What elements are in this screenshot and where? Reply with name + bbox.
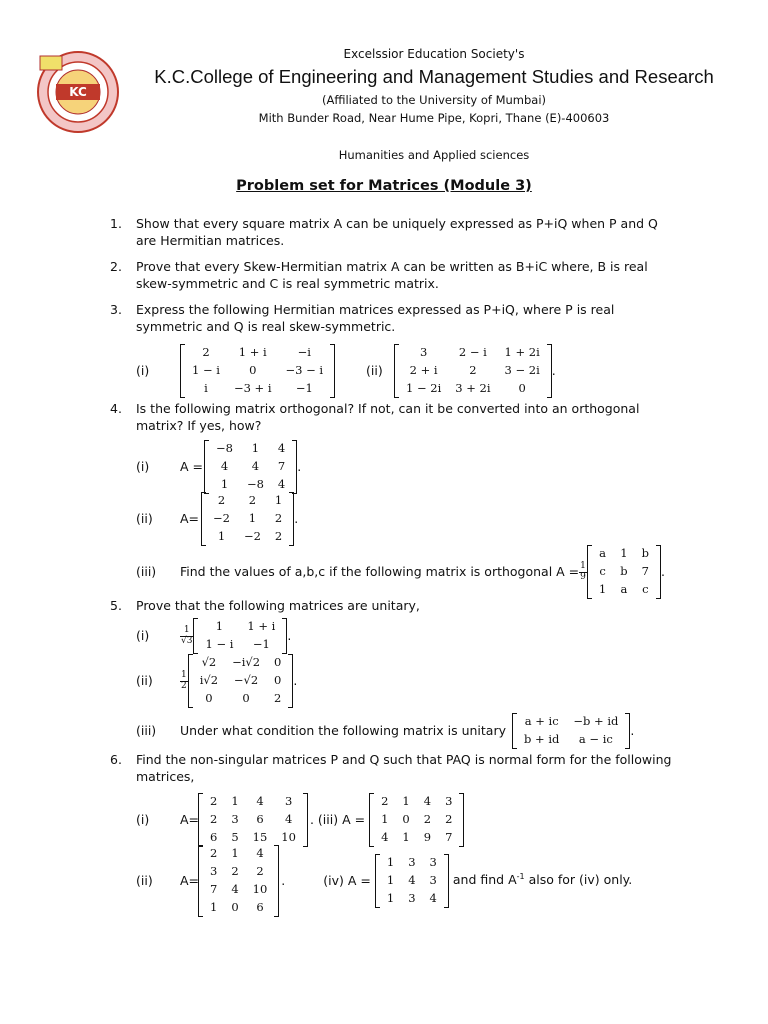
q5-part-i: (i) $\frac{1}{√3}$ 1 1 + i 1 − i −1 . (136, 618, 291, 654)
matrix-cell: 3 (429, 873, 437, 888)
matrix-cell: 1 (386, 873, 395, 888)
matrix-cell: 3 + 2i (455, 381, 491, 396)
matrix-cell: 3 − 2i (504, 363, 540, 378)
matrix-cell: 1 (620, 546, 628, 561)
matrix-row (399, 362, 547, 380)
matrix-row (517, 731, 625, 749)
q5-part-iii: (iii) Under what condition the following matrix is unitary a + ic −b + id b + id a − ic . (136, 713, 634, 749)
matrix-cell: 1 (220, 477, 229, 492)
fraction-one-half: $\frac{1}{2}$ (181, 669, 187, 691)
q4-part-ii: (ii) A= 2 2 1 −2 1 2 1 −2 2 . (136, 492, 298, 546)
matrix-cell: 9 (423, 830, 432, 845)
matrix-cell: 3 (284, 794, 293, 809)
society-name: Excelssior Education Society's (343, 47, 525, 61)
matrix-cell: 1 − i (205, 637, 234, 652)
matrix-row (203, 845, 274, 863)
matrix-cell: 6 (256, 812, 264, 827)
matrix-cell: 1 (217, 529, 226, 544)
matrix-cell: 2 − i (458, 345, 487, 360)
matrix-cell: 2 (202, 345, 210, 360)
q6-part-ii: (ii) A= 2 1 4 3 2 2 7 4 10 1 0 6 . (iv) A = 1 3 3 1 4 3 1 3 4 and find $A^{-1}$ also for (iv) only. (136, 845, 632, 917)
matrix-cell: b (620, 564, 628, 579)
matrix-row (198, 618, 282, 636)
department: Humanities and Applied sciences (338, 148, 530, 163)
matrix-cell: 4 (381, 830, 389, 845)
q3-part-i: (i) 2 1 + i −i 1 − i 0 −3 − i i −3 + i −1 (136, 344, 335, 398)
matrix-cell: 0 (205, 691, 213, 706)
logo-text: KC (69, 85, 87, 99)
matrix-cell: 2 (210, 794, 218, 809)
matrix-cell: −2 (213, 511, 230, 526)
matrix-cell: 0 (274, 673, 282, 688)
matrix-cell: 2 + i (409, 363, 438, 378)
matrix-cell: 6 (256, 900, 264, 915)
matrix-row (193, 690, 289, 708)
matrix-cell: 1 + i (247, 619, 276, 634)
matrix-cell: 4 (277, 441, 286, 456)
matrix-cell: 4 (408, 873, 416, 888)
matrix-row (399, 380, 547, 398)
matrix-row (206, 528, 289, 546)
matrix-cell: −i (297, 345, 311, 360)
matrix-cell: √2 (201, 655, 217, 670)
college-name: K.C.College of Engineering and Management Studies and Research (154, 66, 714, 88)
matrix-cell: 5 (231, 830, 239, 845)
matrix-cell: 7 (210, 882, 218, 897)
matrix-cell: 10 (252, 882, 268, 897)
matrix-cell: 1 (386, 891, 395, 906)
matrix-row (380, 890, 444, 908)
matrix-cell: 3 (445, 794, 453, 809)
matrix-cell: 3 (408, 855, 416, 870)
matrix-cell: b + id (524, 732, 560, 747)
matrix-cell: −8 (216, 441, 233, 456)
matrix-row (209, 440, 292, 458)
matrix-cell: 2 (274, 691, 282, 706)
matrix-row (193, 672, 289, 690)
matrix-row (380, 854, 444, 872)
matrix-row (374, 793, 459, 811)
matrix-q4-2 (201, 492, 294, 546)
matrix-cell: 4 (423, 794, 432, 809)
q4-part-i: (i) A = −8 1 4 4 4 7 1 −8 4 . (136, 440, 301, 494)
matrix-cell: 2 (274, 529, 283, 544)
address: Mith Bunder Road, Near Hume Pipe, Kopri, Thane (E)-400603 (258, 110, 610, 125)
matrix-row (206, 510, 289, 528)
q4-part-iii: (iii) Find the values of a,b,c if the following matrix is orthogonal A = $\frac{1}{9}$ a 1 b c b 7 1 a c . (136, 545, 665, 599)
matrix-cell: 1 + 2i (504, 345, 540, 360)
matrix-cell: 0 (402, 812, 410, 827)
matrix-q5-2 (188, 654, 294, 708)
matrix-cell: 1 (402, 830, 410, 845)
matrix-row (198, 636, 282, 654)
question-6: 6. Find the non-singular matrices P and Q such that PAQ is normal form for the following matrices, (110, 752, 672, 784)
matrix-row (209, 458, 292, 476)
matrix-row (374, 811, 459, 829)
question-4: 4. Is the following matrix orthogonal? If not, can it be converted into an orthogonal matrix? If yes, how? (110, 401, 640, 433)
matrix-cell: −3 + i (233, 381, 272, 396)
matrix-cell: 2 (248, 493, 257, 508)
matrix-cell: 4 (231, 882, 239, 897)
matrix-cell: c (642, 582, 649, 597)
matrix-cell: i√2 (199, 673, 219, 688)
matrix-cell: 1 (210, 900, 218, 915)
matrix-row (203, 881, 274, 899)
matrix-cell: 1 (248, 511, 257, 526)
question-5: 5. Prove that the following matrices are unitary, (110, 598, 420, 613)
matrix-cell: 1 (231, 846, 239, 861)
matrix-cell: 0 (242, 691, 250, 706)
matrix-cell: a (599, 546, 606, 561)
question-2: 2. Prove that every Skew-Hermitian matrix A can be written as B+iC where, B is real skew-symmetric and C is real symmetric matrix. (110, 259, 648, 291)
matrix-row (592, 581, 656, 599)
matrix-cell: 0 (231, 900, 239, 915)
question-3: 3. Express the following Hermitian matrices expressed as P+iQ, where P is real symmetric and Q is real skew-symmetric. (110, 302, 615, 334)
matrix-cell: −b + id (573, 714, 619, 729)
fraction-one-over-root3: $\frac{1}{√3}$ (181, 624, 193, 646)
matrix-cell: 4 (284, 812, 293, 827)
matrix-row (203, 793, 303, 811)
matrix-cell: a (620, 582, 628, 597)
matrix-q3-1 (180, 344, 335, 398)
matrix-cell: 1 (381, 812, 389, 827)
matrix-cell: 2 (445, 812, 453, 827)
matrix-cell: 0 (274, 655, 282, 670)
matrix-cell: 1 (274, 493, 283, 508)
matrix-cell: 2 (210, 846, 218, 861)
matrix-cell: 1 (402, 794, 410, 809)
matrix-cell: 3 (408, 891, 416, 906)
matrix-cell: 2 (210, 812, 218, 827)
matrix-q4-3 (587, 545, 661, 599)
matrix-cell: 4 (277, 477, 286, 492)
matrix-row (206, 492, 289, 510)
matrix-cell: 7 (445, 830, 453, 845)
affiliation: (Affiliated to the University of Mumbai) (321, 93, 547, 108)
matrix-cell: 7 (641, 564, 649, 579)
matrix-cell: 1 (215, 619, 224, 634)
matrix-cell: −8 (246, 477, 264, 492)
matrix-cell: 2 (423, 812, 432, 827)
matrix-cell: i (204, 381, 208, 396)
matrix-cell: −1 (295, 381, 313, 396)
matrix-cell: −i√2 (232, 655, 261, 670)
matrix-cell: 1 + i (238, 345, 267, 360)
question-1: 1. Show that every square matrix A can be uniquely expressed as P+iQ when P and Q are Hermitian matrices. (110, 216, 658, 248)
q5-part-ii: (ii) $\frac{1}{2}$ √2 −i√2 0 i√2 −√2 0 0 0 2 . (136, 654, 297, 708)
matrix-cell: 4 (256, 846, 264, 861)
matrix-cell: 4 (220, 459, 229, 474)
matrix-q3-2 (394, 344, 552, 398)
matrix-cell: c (599, 564, 606, 579)
matrix-cell: 0 (249, 363, 257, 378)
matrix-row (517, 713, 625, 731)
matrix-cell: a + ic (524, 714, 559, 729)
matrix-cell: 1 (231, 794, 239, 809)
document-header (120, 46, 748, 164)
matrix-cell: 10 (281, 830, 296, 845)
matrix-cell: 2 (231, 864, 239, 879)
matrix-row (380, 872, 444, 890)
matrix-cell: 2 (469, 363, 477, 378)
matrix-cell: 4 (256, 794, 264, 809)
matrix-cell: 2 (274, 511, 283, 526)
matrix-q6-4 (375, 854, 449, 908)
matrix-row (185, 380, 330, 398)
matrix-cell: 1 (386, 855, 395, 870)
matrix-cell: 0 (518, 381, 526, 396)
matrix-cell: −3 − i (285, 363, 324, 378)
matrix-cell: 15 (252, 830, 268, 845)
matrix-cell: −1 (252, 637, 270, 652)
matrix-q4-1 (204, 440, 297, 494)
matrix-row (203, 863, 274, 881)
matrix-cell: 3 (210, 864, 218, 879)
matrix-cell: −√2 (233, 673, 259, 688)
matrix-cell: 6 (210, 830, 218, 845)
matrix-cell: 1 − 2i (406, 381, 442, 396)
matrix-q5-1 (193, 618, 287, 654)
matrix-cell: 2 (256, 864, 264, 879)
matrix-row (592, 545, 656, 563)
matrix-cell: 3 (419, 345, 428, 360)
matrix-cell: 1 (598, 582, 607, 597)
matrix-cell: 7 (277, 459, 286, 474)
matrix-row (193, 654, 289, 672)
matrix-q6-2 (198, 845, 279, 917)
matrix-cell: −2 (243, 529, 261, 544)
matrix-cell: 1 − i (192, 363, 220, 378)
matrix-q5-3 (512, 713, 630, 749)
matrix-cell: 4 (429, 891, 437, 906)
matrix-cell: 1 (251, 441, 260, 456)
matrix-q6-1 (198, 793, 308, 847)
matrix-cell: a − ic (578, 732, 613, 747)
matrix-cell: 3 (231, 812, 239, 827)
q3-part-ii: (ii) 3 2 − i 1 + 2i 2 + i 2 3 − 2i 1 − 2i 3 + 2i 0 . (366, 344, 556, 398)
matrix-cell: 2 (381, 794, 389, 809)
college-logo (36, 50, 120, 134)
matrix-row (185, 362, 330, 380)
matrix-cell: 3 (429, 855, 437, 870)
matrix-row (592, 563, 656, 581)
fraction-one-ninth: $\frac{1}{9}$ (580, 560, 586, 582)
problem-set-title: Problem set for Matrices (Module 3) (236, 178, 532, 194)
matrix-cell: 4 (251, 459, 260, 474)
matrix-cell: 2 (217, 493, 226, 508)
matrix-row (203, 811, 303, 829)
matrix-row (203, 899, 274, 917)
q6-part-i: (i) A= 2 1 4 3 2 3 6 4 6 5 15 10 . (iii) A = 2 1 4 3 1 0 2 2 4 1 9 7 (136, 793, 464, 847)
matrix-row (185, 344, 330, 362)
matrix-row (399, 344, 547, 362)
matrix-q6-3 (369, 793, 464, 847)
matrix-cell: b (641, 546, 649, 561)
